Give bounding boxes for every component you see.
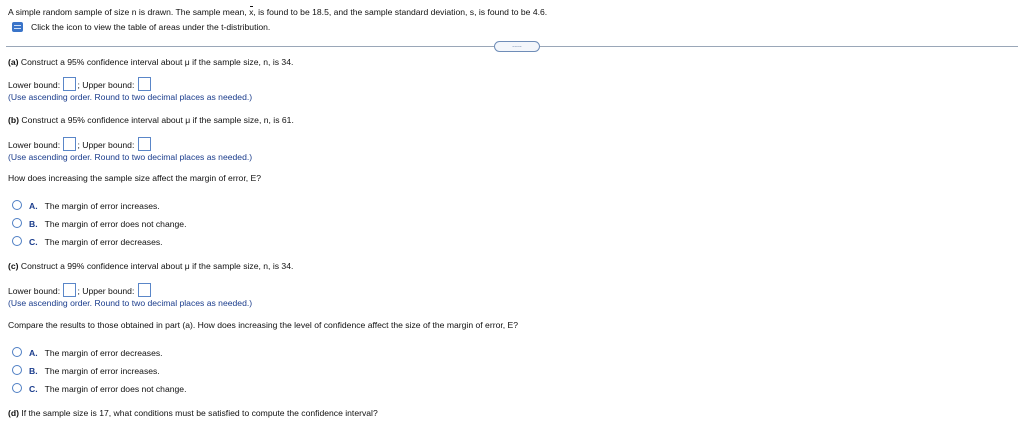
part-c-option-b[interactable] (12, 365, 160, 376)
radio-button[interactable] (12, 218, 22, 228)
part-c-option-c[interactable] (12, 383, 186, 394)
part-a-lower-bound-input[interactable] (63, 77, 76, 91)
radio-button[interactable] (12, 200, 22, 210)
part-b-hint: (Use ascending order. Round to two decimal places as needed.) (8, 152, 253, 162)
separator: ; (77, 80, 80, 90)
radio-button[interactable] (12, 365, 22, 375)
part-a-answer-row (8, 77, 152, 91)
lower-bound-label: Lower bound: (8, 80, 61, 90)
part-c-upper-bound-input[interactable] (138, 283, 151, 297)
radio-button[interactable] (12, 383, 22, 393)
option-letter: C. (29, 237, 38, 247)
part-c-answer-row (8, 283, 152, 297)
option-text: The margin of error decreases. (44, 348, 163, 358)
t-table-link[interactable] (12, 22, 270, 32)
part-d-label: (d) (8, 408, 19, 418)
option-text: The margin of error increases. (44, 366, 160, 376)
part-b-option-b[interactable] (12, 218, 186, 229)
part-c-label: (c) (8, 261, 19, 271)
problem-text-1: A simple random sample of size n is drawn. The sample mean, (8, 7, 250, 17)
option-letter: C. (29, 384, 38, 394)
option-text: The margin of error does not change. (44, 219, 187, 229)
separator: ; (77, 286, 80, 296)
radio-button[interactable] (12, 236, 22, 246)
separator: ; (77, 140, 80, 150)
part-b-option-c[interactable] (12, 236, 163, 247)
upper-bound-label: Upper bound: (82, 286, 135, 296)
lower-bound-label: Lower bound: (8, 140, 61, 150)
upper-bound-label: Upper bound: (82, 80, 135, 90)
part-b-option-a[interactable] (12, 200, 160, 211)
option-letter: A. (29, 201, 38, 211)
part-b-lower-bound-input[interactable] (63, 137, 76, 151)
option-text: The margin of error decreases. (44, 237, 163, 247)
part-c-followup: Compare the results to those obtained in part (a). How does increasing the level of confidence affect the size of the margin of error, E? (8, 320, 519, 330)
part-c-text: Construct a 99% confidence interval about μ if the sample size, n, is 34. (20, 261, 294, 271)
part-a-text: Construct a 95% confidence interval about μ if the sample size, n, is 34. (20, 57, 294, 67)
part-b-question (8, 115, 294, 125)
expand-button[interactable]: ..... (494, 41, 540, 52)
part-b-answer-row (8, 137, 152, 151)
problem-statement (8, 7, 547, 17)
part-b-label: (b) (8, 115, 19, 125)
option-letter: B. (29, 366, 38, 376)
sample-mean-symbol: x (249, 7, 254, 17)
part-a-upper-bound-input[interactable] (138, 77, 151, 91)
option-text: The margin of error does not change. (44, 384, 187, 394)
problem-text-2: , is found to be 18.5, and the sample standard deviation, s, is found to be 4.6. (253, 7, 548, 17)
part-b-text: Construct a 95% confidence interval about μ if the sample size, n, is 61. (21, 115, 294, 125)
part-b-followup: How does increasing the sample size affect the margin of error, E? (8, 173, 262, 183)
lower-bound-label: Lower bound: (8, 286, 61, 296)
part-d-question (8, 408, 378, 418)
part-c-lower-bound-input[interactable] (63, 283, 76, 297)
part-a-question (8, 57, 293, 67)
part-d-text: If the sample size is 17, what conditions must be satisfied to compute the confidence interval? (21, 408, 378, 418)
part-a-hint: (Use ascending order. Round to two decimal places as needed.) (8, 92, 253, 102)
part-c-hint: (Use ascending order. Round to two decimal places as needed.) (8, 298, 253, 308)
part-b-upper-bound-input[interactable] (138, 137, 151, 151)
option-letter: B. (29, 219, 38, 229)
t-table-link-text[interactable]: Click the icon to view the table of areas under the t-distribution. (31, 22, 271, 32)
table-icon[interactable] (12, 22, 23, 32)
option-letter: A. (29, 348, 38, 358)
option-text: The margin of error increases. (44, 201, 160, 211)
part-c-question (8, 261, 293, 271)
part-a-label: (a) (8, 57, 19, 67)
part-c-option-a[interactable] (12, 347, 163, 358)
upper-bound-label: Upper bound: (82, 140, 135, 150)
radio-button[interactable] (12, 347, 22, 357)
